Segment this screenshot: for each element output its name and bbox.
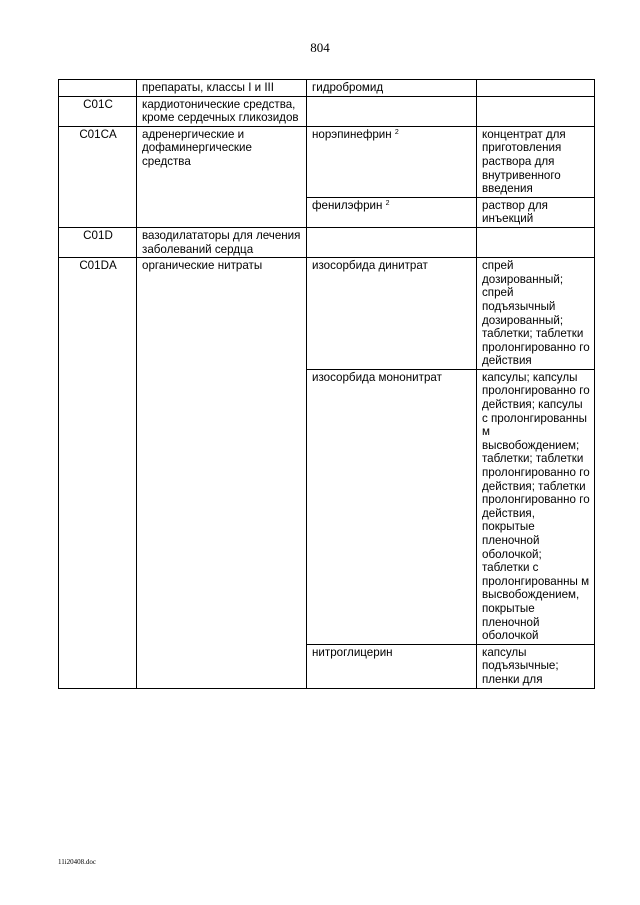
footnote-marker: 2 [385, 199, 390, 207]
drug-cell: изосорбида мононитрат [307, 369, 477, 644]
document-filename: 11i20408.doc [58, 858, 97, 866]
page-number: 804 [310, 40, 330, 55]
atc-drug-table [58, 79, 595, 689]
table-row [59, 126, 595, 197]
drug-cell: изосорбида динитрат [307, 258, 477, 370]
dosage-form-cell: капсулы подъязычные; пленки для [477, 644, 595, 688]
table-row [59, 258, 595, 370]
drug-cell [307, 126, 477, 197]
table-row [59, 80, 595, 97]
dosage-form-cell [477, 96, 595, 126]
drug-cell: гидробромид [307, 80, 477, 97]
group-cell: кардиотонические средства, кроме сердечных гликозидов [137, 96, 307, 126]
atc-code-cell: C01CA [59, 126, 137, 227]
drug-name: норэпинефрин [312, 127, 392, 141]
drug-cell [307, 96, 477, 126]
atc-code-cell: C01D [59, 227, 137, 257]
drug-cell [307, 197, 477, 227]
dosage-form-cell [477, 80, 595, 97]
footnote-marker: 2 [394, 128, 399, 136]
table-row [59, 227, 595, 257]
drug-name: фенилэфрин [312, 198, 383, 212]
dosage-form-cell: раствор для инъекций [477, 197, 595, 227]
dosage-form-cell: концентрат для приготовления раствора для внутривенного введения [477, 126, 595, 197]
atc-code-cell [59, 80, 137, 97]
group-cell: адренергические и дофаминергические средства [137, 126, 307, 227]
group-cell: вазодилататоры для лечения заболеваний сердца [137, 227, 307, 257]
drug-cell: нитроглицерин [307, 644, 477, 688]
group-cell: органические нитраты [137, 258, 307, 688]
table-row [59, 96, 595, 126]
atc-code-cell: C01C [59, 96, 137, 126]
dosage-form-cell: спрей дозированный; спрей подъязычный дозированный; таблетки; таблетки пролонгированно го действия [477, 258, 595, 370]
drug-cell [307, 227, 477, 257]
group-cell: препараты, классы I и III [137, 80, 307, 97]
dosage-form-cell [477, 227, 595, 257]
dosage-form-cell: капсулы; капсулы пролонгированно го действия; капсулы с пролонгированны м высвобождением; таблетки; таблетки пролонгированно го действия; таблетки пролонгированно го действия, покрытые пленочной оболочкой; таблетки с пролонгированны м высвобождением, покрытые пленочной оболочкой [477, 369, 595, 644]
atc-code-cell: C01DA [59, 258, 137, 688]
